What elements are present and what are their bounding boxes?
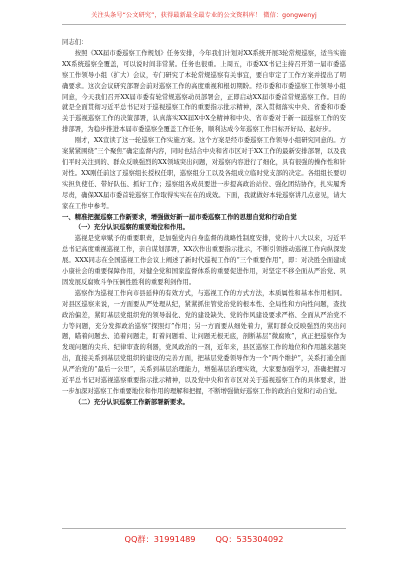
document-body xyxy=(62,38,346,409)
section-heading-1: 一、精准把握巡察工作新要求，增强做好新一届市委巡察工作的思想自觉和行动自觉 xyxy=(62,213,297,221)
paragraph-2: 刚才，XX宣读了这一轮巡察工作实施方案。这个方案是经市委巡察工作领导小组研究同意的。方案紧紧围绕“三个聚焦”确定监督内容，同时也结合中央和省市区对于XX工作的最新安排部署，以及我们平时关注到的、群众反映强烈的XX领域突出问题，对巡察内容进行了细化，具有很强的操作性和针对性。XX刚任前这了巡察组长授权任职，巡察组分工以及各组成立临时党支部的决定。各组组长要切实担负使任、带好队伍、抓好工作；巡察组各成员要进一步提高政治站位、强化团结协作，扎实履秀尽责，确保XX届市委首轮巡察工作取得实实在在的成效。下面，我就做好本轮巡察讲几点意见，请大家在工作中参考。 xyxy=(62,137,346,210)
footer-divider xyxy=(62,528,346,529)
footer-qq: QQ：535304092 xyxy=(215,534,284,544)
footer xyxy=(0,534,408,545)
paragraph-3: 巡视是党章赋予的重要职责，是加强党内自身监督的战略性制度安排，党的十八大以来，习近平总书记高度重视巡视工作，亲自谋划部署，XX次作出重要指示批示，不断引领推动巡视工作向纵深发展。XXX同志在全国巡视工作会议上阐述了新时代巡视工作的“三个重要作用”，即：对决胜全面建成小康社会的重要保障作用，对健全党和国家监督体系的重要促进作用，对坚定不移全面从严治党、巩固发展反腐败斗争压倒性胜利的重要利剑作用。 xyxy=(62,235,346,286)
header-banner: 关注头条号“公文研究”，获得最新最全最专业的公文资料库！ 微信：gongwenyj xyxy=(91,12,317,19)
header-divider xyxy=(62,24,346,25)
footer-qq-group: QQ群：31991489 xyxy=(124,534,196,544)
paragraph-4: 巡察作为巡视工作向市县延伸的有效方式，与巡视工作的方式方法，本质属性和基本作用相同。对县区巡察来说，一方面要从严处理从纪，紧紧抓住管党治党的根本性、全局性和方向性问题，查找政治偏差，紧盯基层党组织党的领导弱化、党的建设缺失、党的作风建设要求严格、全面从严治党不力等问题，充分发挥政治巡察“探照灯”作用；另一方面要从细处着力，紧盯群众反映强烈的突出问题，瞄着问题去、追着问题走，盯着问题看、让问题无根无底，剖断基层“微腐败”，真正把巡察作为发现问题的尖兵、纪律审查的利器，党风政治的一剂，近年来，县区巡察工作的地位和作用越来越突出，直接关系到基层党组织的建设的完善方面，把基层党委领导作为一个“两个维护”，关系打通全面从严治党的“最后一公里”，关系到基层治理能力，增强基层治理实效，大家要加强学习，准确把握习近平总书记对巡视巡察重要指示批示精神，以及党中央和省市区对关于巡视巡察工作的具体要求，进一步加深对巡察工作重要地位和作用的理解和把握，不断增强做好巡察工作的政治自觉和行动自觉。 xyxy=(62,289,346,395)
salutation: 同志们： xyxy=(62,39,88,46)
subsection-heading-1: （一）充分认识巡察的重要地位和作用。 xyxy=(74,224,189,232)
subsection-heading-2: （二）充分认识巡察工作新部署新要求。 xyxy=(74,398,189,406)
paragraph-1: 按照《XX届市委巡察工作规划》任务安排，今年我们计划对XX系统开展3轮常规巡察，适当实施XX系统巡察全覆盖，可以说时间非常紧。任务也很重。上周五，市委XX书记主持召开第一届市委巡察工作领导小组（扩大）会议，专门研究了本轮常规巡察有关事宜，要自审定了工作方案并提出了明确要求。这次会议研究部署会前对巡察工作的高度重视和根切期盼。经市委和市委巡察工作领导小组同意，今天我们召开XX届市委有轮常规巡察动员部署会，正即启动XX届市委首常规巡察工作。目的就是全面贯彻习近平总书记对于巡视巡察工作的重要指示批示精神，深入贯彻落实中央、省委和市委关于巡视巡察工作的决策部署，认真落实XX届X中X全精神和中央、省市委对于新一届巡察工作的安排部署，为稳步推进本届市委巡察全覆盖工作任务，顺利达成今年巡察工作目标开好局、起好步。 xyxy=(62,49,346,134)
